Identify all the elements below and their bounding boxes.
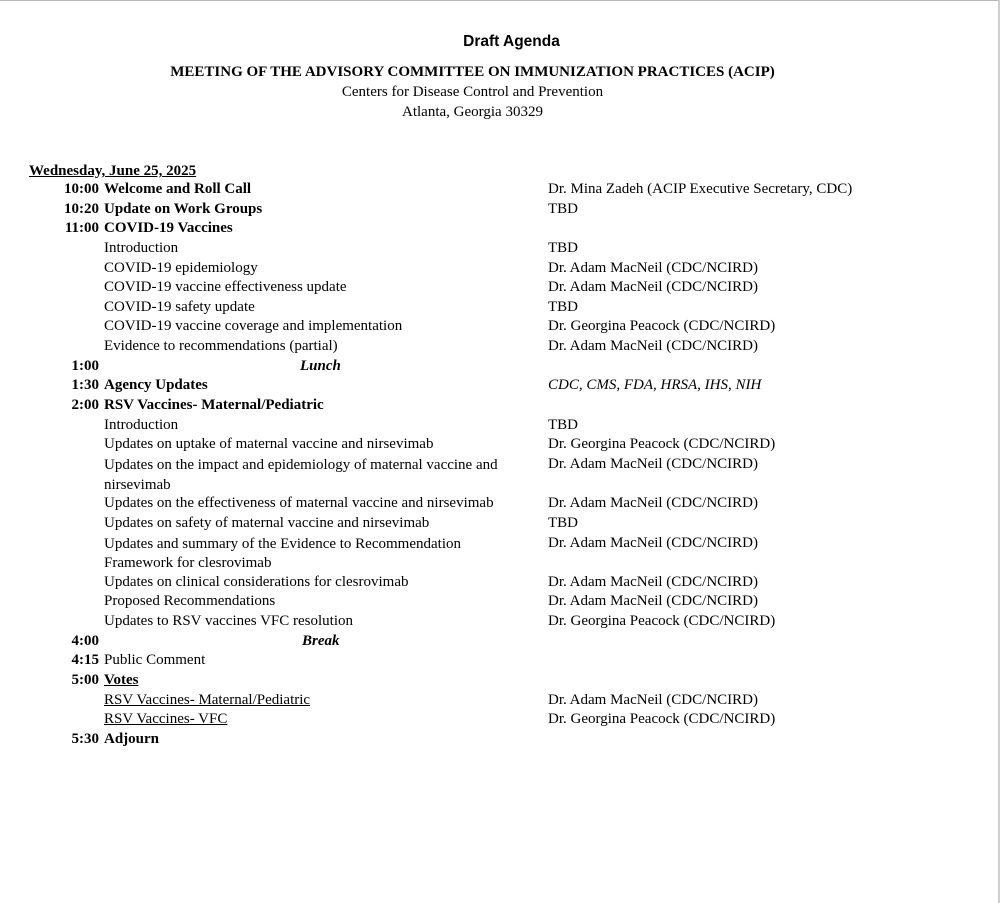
agenda-row	[0, 377, 1000, 397]
agenda-row	[0, 279, 1000, 299]
agenda-row	[0, 338, 1000, 358]
agenda-speaker: Dr. Adam MacNeil (CDC/NCIRD)	[548, 593, 758, 610]
agenda-row	[0, 652, 1000, 672]
agenda-speaker: Dr. Georgina Peacock (CDC/NCIRD)	[548, 711, 776, 728]
agenda-item-title: Updates on safety of maternal vaccine and nirsevimab	[104, 514, 430, 531]
agenda-row	[0, 593, 1000, 613]
agenda-time: 11:00	[64, 220, 99, 237]
agenda-speaker: Dr. Georgina Peacock (CDC/NCIRD)	[548, 436, 776, 453]
agenda-row	[0, 299, 1000, 319]
agenda-time: 4:00	[71, 632, 99, 649]
meeting-location: Atlanta, Georgia 30329	[402, 104, 543, 120]
agenda-speaker: CDC, CMS, FDA, HRSA, IHS, NIH	[548, 377, 762, 394]
agenda-time: 1:00	[71, 357, 99, 374]
agenda-row	[0, 358, 1000, 378]
agenda-speaker: TBD	[548, 514, 578, 531]
agenda-session-title: RSV Vaccines- Maternal/Pediatric	[104, 397, 324, 414]
agenda-row	[0, 201, 1000, 221]
agenda-row	[0, 456, 1000, 495]
agenda-speaker: Dr. Adam MacNeil (CDC/NCIRD)	[548, 338, 758, 355]
page-top-border	[0, 0, 1000, 1]
agenda-speaker: Dr. Georgina Peacock (CDC/NCIRD)	[548, 318, 776, 335]
agenda-speaker: Dr. Adam MacNeil (CDC/NCIRD)	[548, 455, 758, 472]
agenda-time: 1:30	[71, 377, 99, 394]
agenda-session-title: Update on Work Groups	[104, 200, 263, 217]
agenda-time: 4:15	[71, 652, 99, 669]
agenda-item-title: Introduction	[104, 416, 179, 433]
agenda-item-title: Updates to RSV vaccines VFC resolution	[104, 613, 354, 630]
agenda-item-title: COVID-19 epidemiology	[104, 259, 258, 276]
agenda-item-title: COVID-19 safety update	[104, 298, 255, 315]
organization-name: Centers for Disease Control and Prevention	[341, 84, 604, 100]
agenda-speaker: TBD	[548, 298, 578, 315]
agenda-row	[0, 574, 1000, 594]
agenda-time: 10:00	[64, 181, 99, 197]
agenda-item-title: Updates on the impact and epidemiology of maternal vaccine and nirsevimab	[104, 456, 498, 493]
agenda-time: 10:20	[64, 200, 99, 217]
lunch-label: Lunch	[300, 357, 341, 374]
agenda-speaker: Dr. Mina Zadeh (ACIP Executive Secretary, CDC)	[548, 181, 853, 197]
meeting-title: MEETING OF THE ADVISORY COMMITTEE ON IMMUNIZATION PRACTICES (ACIP)	[170, 64, 775, 80]
agenda-item-title: Updates on clinical considerations for clesrovimab	[104, 573, 409, 590]
agenda-row	[0, 220, 1000, 240]
agenda-item-title: COVID-19 vaccine effectiveness update	[104, 279, 347, 296]
agenda-session-title: Votes	[104, 672, 139, 689]
agenda-session-title: Agency Updates	[104, 377, 208, 394]
agenda-row	[0, 633, 1000, 653]
agenda-row	[0, 397, 1000, 417]
agenda-item-title: Evidence to recommendations (partial)	[104, 338, 338, 355]
agenda-list	[0, 181, 1000, 751]
agenda-speaker: Dr. Adam MacNeil (CDC/NCIRD)	[548, 691, 758, 708]
agenda-item-title: Updates and summary of the Evidence to Recommendation Framework for clesrovimab	[104, 535, 461, 572]
agenda-row	[0, 181, 1000, 201]
agenda-speaker: Dr. Adam MacNeil (CDC/NCIRD)	[548, 573, 758, 590]
agenda-speaker: Dr. Adam MacNeil (CDC/NCIRD)	[548, 279, 758, 296]
day-heading: Wednesday, June 25, 2025	[29, 163, 197, 179]
agenda-speaker: TBD	[548, 239, 578, 256]
agenda-row	[0, 436, 1000, 456]
agenda-item-title: Updates on the effectiveness of maternal vaccine and nirsevimab	[104, 495, 494, 512]
agenda-row	[0, 318, 1000, 338]
agenda-item-title: Public Comment	[104, 652, 206, 669]
vote-item-title: RSV Vaccines- VFC	[104, 711, 228, 728]
agenda-row	[0, 535, 1000, 574]
agenda-speaker: Dr. Adam MacNeil (CDC/NCIRD)	[548, 495, 758, 512]
agenda-time: 5:30	[71, 730, 99, 747]
agenda-row	[0, 731, 1000, 751]
agenda-row	[0, 240, 1000, 260]
agenda-item-title: Introduction	[104, 239, 179, 256]
agenda-speaker: Dr. Adam MacNeil (CDC/NCIRD)	[548, 534, 758, 551]
agenda-row	[0, 711, 1000, 731]
agenda-row	[0, 495, 1000, 515]
agenda-time: 5:00	[71, 672, 99, 689]
agenda-item-title: Updates on uptake of maternal vaccine and nirsevimab	[104, 436, 434, 453]
break-label: Break	[302, 632, 340, 649]
agenda-speaker: TBD	[548, 200, 578, 217]
agenda-session-title: Adjourn	[104, 730, 160, 747]
agenda-row	[0, 515, 1000, 535]
agenda-item-title: COVID-19 vaccine coverage and implementation	[104, 318, 403, 335]
agenda-row	[0, 613, 1000, 633]
agenda-speaker: TBD	[548, 416, 578, 433]
draft-agenda-title: Draft Agenda	[463, 33, 560, 50]
agenda-row	[0, 672, 1000, 692]
agenda-session-title: Welcome and Roll Call	[104, 181, 252, 197]
agenda-speaker: Dr. Adam MacNeil (CDC/NCIRD)	[548, 259, 758, 276]
agenda-time: 2:00	[71, 397, 99, 414]
agenda-row	[0, 692, 1000, 712]
vote-item-title: RSV Vaccines- Maternal/Pediatric	[104, 691, 311, 708]
agenda-row	[0, 417, 1000, 437]
agenda-row	[0, 260, 1000, 280]
agenda-speaker: Dr. Georgina Peacock (CDC/NCIRD)	[548, 613, 776, 630]
agenda-session-title: COVID-19 Vaccines	[104, 220, 233, 237]
agenda-item-title: Proposed Recommendations	[104, 593, 276, 610]
